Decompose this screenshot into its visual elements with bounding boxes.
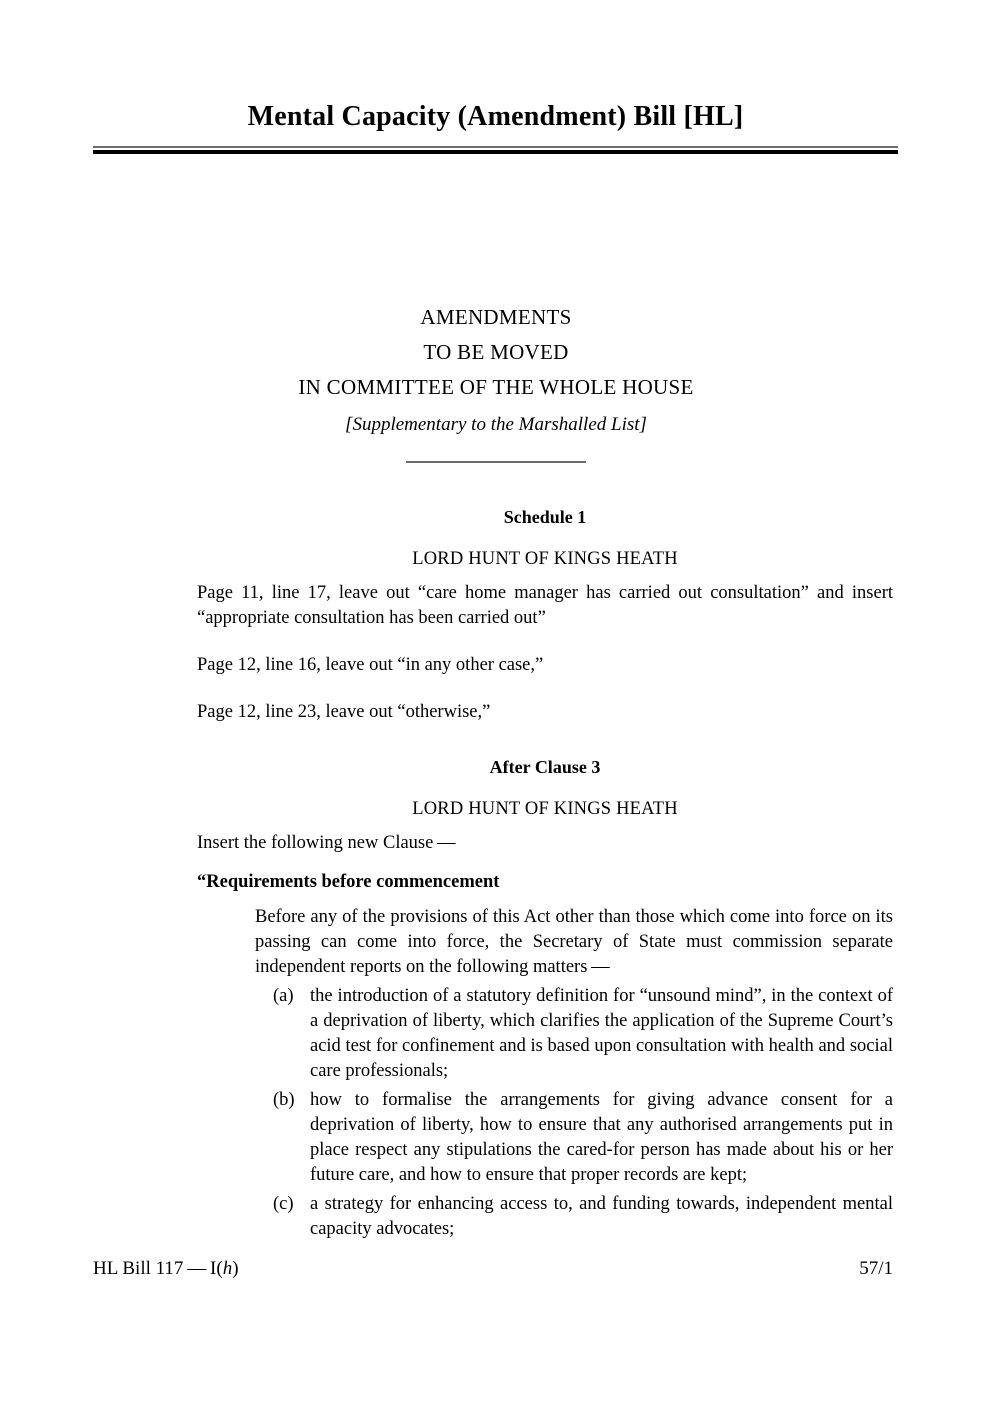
header-block [146,300,846,463]
body-column [197,505,893,1242]
list-item-marker: (a) [273,986,294,1006]
header-line-in-committee: IN COMMITTEE OF THE WHOLE HOUSE [298,375,694,399]
spacer [197,821,893,831]
spacer [197,895,893,905]
section-heading: After Clause 3 [489,757,601,777]
section-after-clause-3 [197,755,893,1242]
list-item [273,1088,893,1188]
spacer [197,678,893,700]
list-item-marker: (b) [273,1090,295,1110]
list-item [273,1192,893,1242]
insert-instruction: Insert the following new Clause — [197,833,456,853]
title-rule-thick [93,150,898,154]
document-title: Mental Capacity (Amendment) Bill [HL] [247,101,744,132]
amendment-paragraph: Page 11, line 17, leave out “care home manager has carried out consultation” and insert “appropriate consultation has been carried out” [197,583,893,628]
spacer [197,856,893,870]
list-item [273,984,893,1084]
spacer [197,571,893,581]
spacer [197,631,893,653]
list-item-text: a strategy for enhancing access to, and funding towards, independent mental capacity advocates; [310,1194,893,1239]
amendment-paragraph: Page 12, line 16, leave out “in any other case,” [197,655,544,675]
page-number: 57/1 [859,1258,893,1279]
header-line-to-be-moved: TO BE MOVED [423,340,569,364]
header-divider-wrap [146,461,846,463]
title-divider-rules [93,146,898,154]
bill-reference-suffix: ) [232,1258,239,1279]
list-item-text: the introduction of a statutory definition for “unsound mind”, in the context of a deprivation of liberty, which clarifies the application of the Supreme Court’s acid test for confinement and is based upon consultation with health and social care professionals; [310,986,893,1081]
header-line-amendments: AMENDMENTS [420,305,572,329]
bill-reference-italic: h [222,1258,233,1279]
section-heading: Schedule 1 [503,507,587,527]
new-clause-body: Before any of the provisions of this Act other than those which come into force on its passing can come into force, the Secretary of State must commission separate independent reports on the following matters — [255,907,893,977]
spacer [197,529,893,547]
section-member-name: LORD HUNT OF KINGS HEATH [412,549,678,569]
sub-paragraph-list [273,984,893,1242]
bill-reference-prefix: HL Bill 117 — I( [93,1258,223,1279]
page-footer [93,1258,893,1280]
header-subtitle: [Supplementary to the Marshalled List] [345,414,647,435]
new-clause-heading: “Requirements before commencement [197,872,500,892]
header-divider-rule [406,461,586,463]
section-schedule-1 [197,505,893,725]
bill-reference [93,1258,239,1280]
section-member-name: LORD HUNT OF KINGS HEATH [412,799,678,819]
spacer [197,779,893,797]
amendment-paragraph: Page 12, line 23, leave out “otherwise,” [197,702,491,722]
list-item-text: how to formalise the arrangements for giving advance consent for a deprivation of liberty, how to ensure that any authorised arrangements put in place respect any stipulations the cared-for person has made about his or her future care, and how to ensure that proper records are kept; [310,1090,893,1185]
spacer [197,725,893,755]
list-item-marker: (c) [273,1194,294,1214]
